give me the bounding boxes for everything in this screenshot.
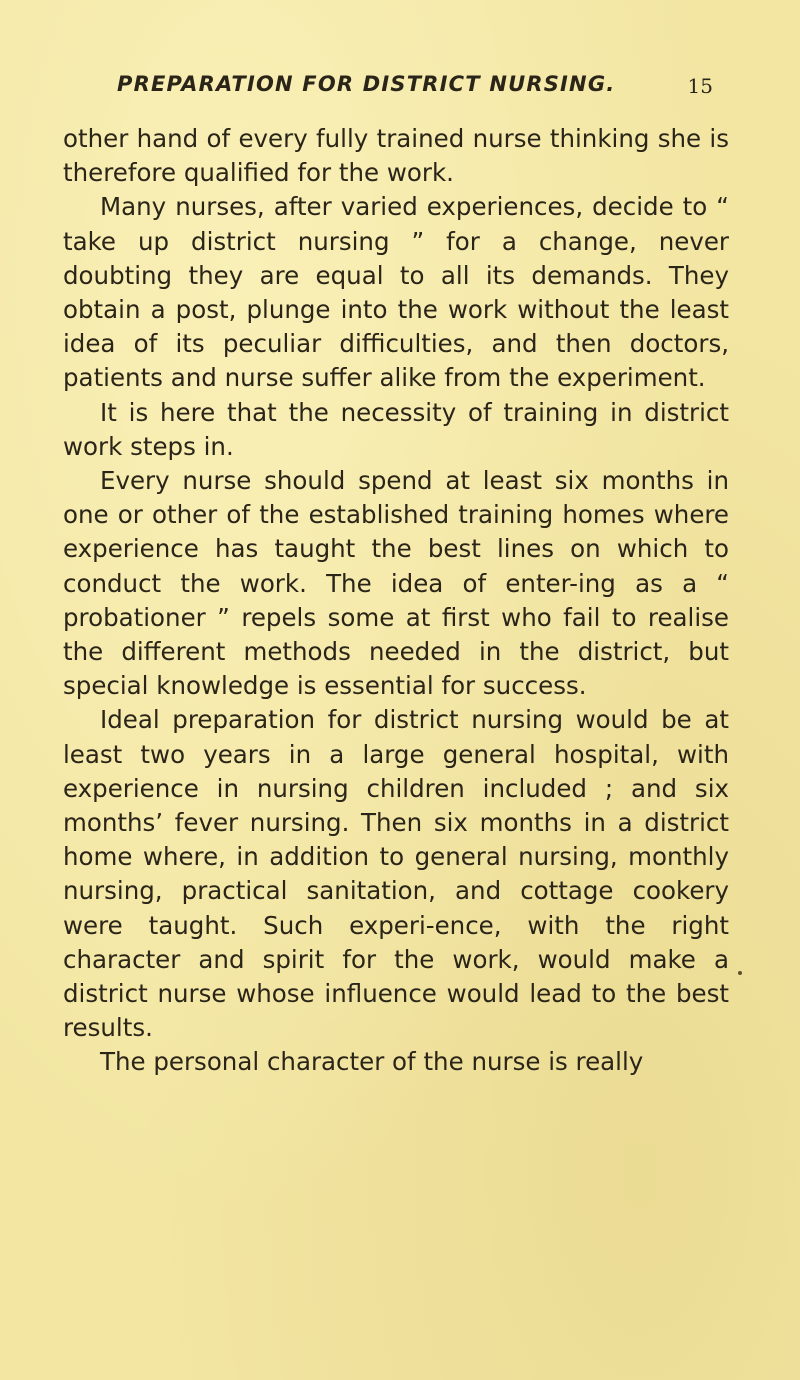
page-header [117,72,713,106]
paragraph-every-nurse: Every nurse should spend at least six months in one or other of the established training homes where experience has taught the best lines on which to conduct the work. The idea of enter-ing as a “ probationer ” repels some at first who fail to realise the different methods needed in the district, but special knowledge is essential for success. [63,466,729,701]
ink-speck [738,971,742,975]
paragraph-continuation: other hand of every fully trained nurse thinking she is therefore qualified for the work. [63,124,729,188]
body-text [63,122,729,1080]
paragraph-ideal-preparation: Ideal preparation for district nursing would be at least two years in a large general hospital, with experience in nursing children included ; and six months’ fever nursing. Then six months in a district home where, in addition to general nursing, monthly nursing, practical sanitation, and cottage cookery were taught. Such experi-ence, with the right character and spirit for the work, would make a district nurse whose influence would lead to the best results. [63,705,729,1043]
page-number: 15 [687,74,713,98]
paragraph-many-nurses: Many nurses, after varied experiences, decide to “ take up district nursing ” for a change, never doubting they are equal to all its demands. They obtain a post, plunge into the work without the least idea of its peculiar difficulties, and then doctors, patients and nurse suffer alike from the experiment. [63,192,729,393]
paragraph-necessity: It is here that the necessity of training in district work steps in. [63,397,729,461]
paragraph-personal-character: The personal character of the nurse is really [100,1047,644,1077]
running-title: PREPARATION FOR DISTRICT NURSING. [117,72,616,96]
